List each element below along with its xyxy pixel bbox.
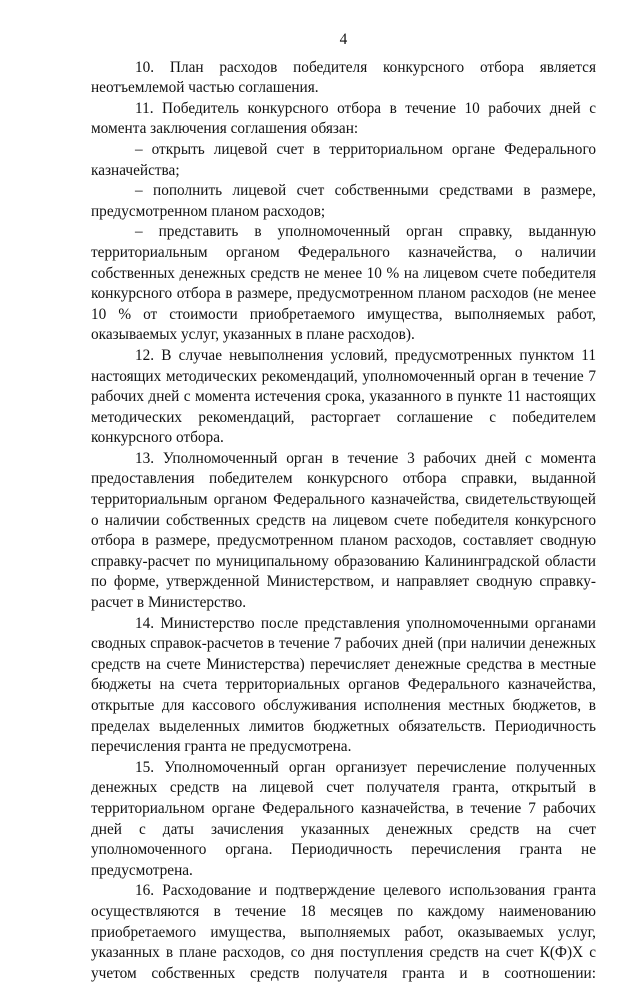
- paragraph-15: 15. Уполномоченный орган организует перечисление полученных денежных средств на лицевой счет получателя гранта, открытый в территориальном органе Федерального казначейства, в течение 7 рабочих дней с даты зачисления указанных денежных средств на счет уполномоченного органа. Периодичность перечисления гранта не предусмотрена.: [91, 758, 596, 879]
- paragraph-10: 10. План расходов победителя конкурсного отбора является неотъемлемой частью соглашения.: [91, 58, 596, 97]
- page-number: 4: [339, 31, 348, 48]
- list-item-submit-certificate: – представить в уполномоченный орган справку, выданную территориальным органом Федерального казначейства, о наличии собственных денежных средств не менее 10 % на лицевом счете победителя конкурсного отбора в размере, предусмотренном планом расходов (не менее 10 % от стоимости приобретаемого имущества, выполняемых работ, оказываемых услуг, указанных в плане расходов).: [91, 223, 596, 344]
- list-item-open-account: – открыть лицевой счет в территориальном органе Федерального казначейства;: [91, 140, 596, 179]
- paragraph-11: 11. Победитель конкурсного отбора в течение 10 рабочих дней с момента заключения соглашения обязан:: [91, 99, 596, 138]
- paragraph-16: 16. Расходование и подтверждение целевого использования гранта осуществляются в течение 18 месяцев по каждому наименованию приобретаемого имущества, выполняемых работ, оказываемых услуг, указанных в плане расходов, со дня поступления средств на счет К(Ф)Х с учетом собственных средств получателя гранта и в соотношении:: [91, 882, 596, 982]
- paragraph-14: 14. Министерство после представления уполномоченными органами сводных справок-расчетов в течение 7 рабочих дней (при наличии денежных средств на счете Министерства) перечисляет денежные средства в местные бюджеты на счета территориальных органов Федерального казначейства, открытые для кассового обслуживания исполнения местных бюджетов, в пределах выделенных лимитов бюджетных обязательств. Периодичность перечисления гранта не предусмотрена.: [91, 614, 596, 756]
- paragraph-13: 13. Уполномоченный орган в течение 3 рабочих дней с момента предоставления победителем конкурсного отбора справки, выданной территориальным органом Федерального казначейства, свидетельствующей о наличии собственных средств на лицевом счете победителя конкурсного отбора в размере, предусмотренном планом расходов, составляет сводную справку-расчет по муниципальному образованию Калининградской области по форме, утвержденной Министерством, и направляет сводную справку-расчет в Министерство.: [91, 449, 596, 612]
- paragraph-12: 12. В случае невыполнения условий, предусмотренных пунктом 11 настоящих методических рекомендаций, уполномоченный орган в течение 7 рабочих дней с момента истечения срока, указанного в пункте 11 настоящих методических рекомендаций, расторгает соглашение с победителем конкурсного отбора.: [91, 346, 596, 447]
- list-item-replenish-account: – пополнить лицевой счет собственными средствами в размере, предусмотренном планом расходов;: [91, 182, 596, 220]
- document-page: [91, 30, 596, 984]
